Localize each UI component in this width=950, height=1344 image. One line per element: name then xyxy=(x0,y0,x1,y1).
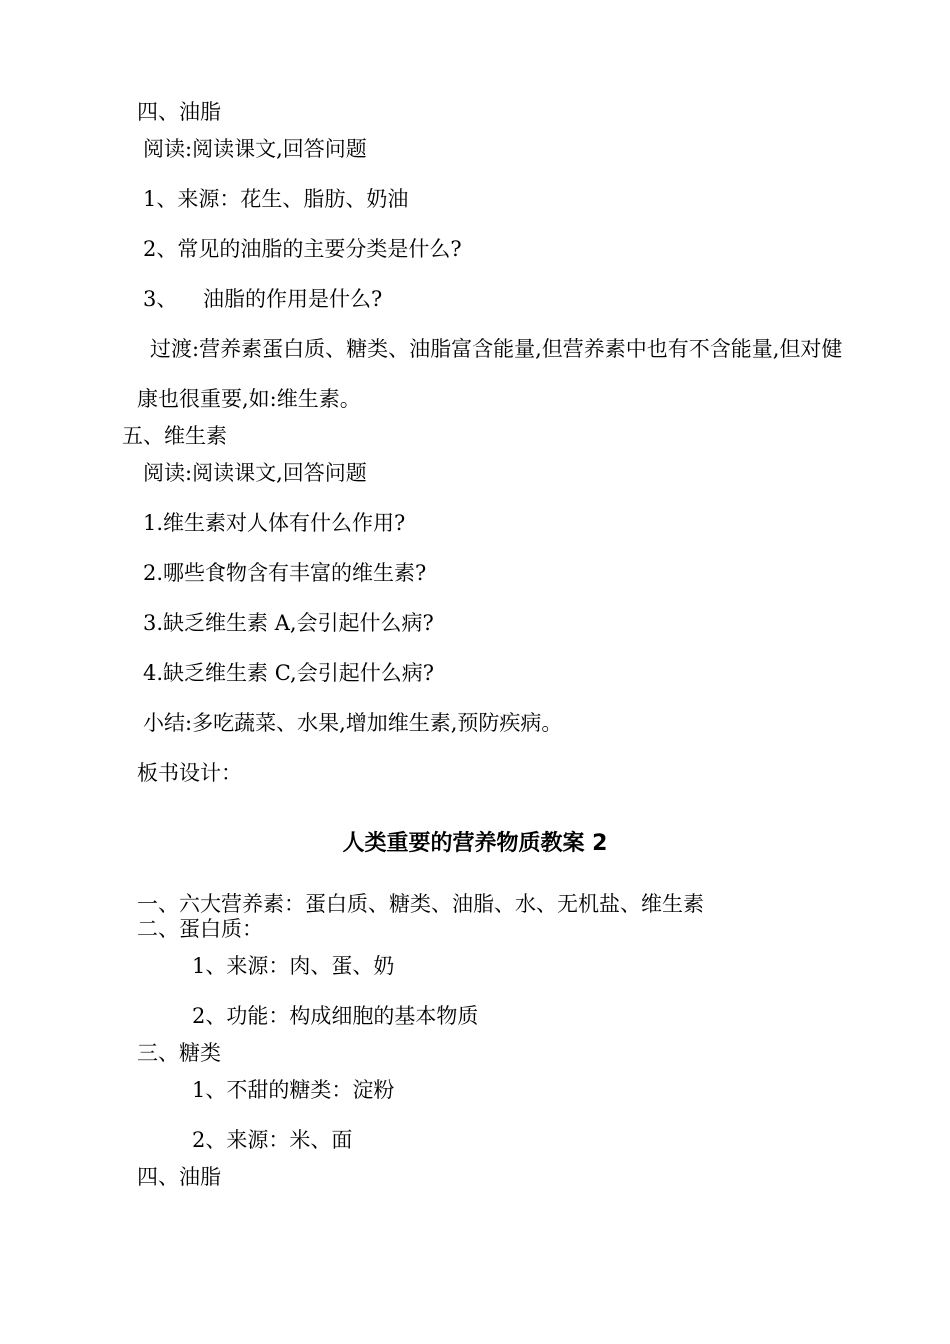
question-item: 2、常见的油脂的主要分类是什么? xyxy=(143,237,462,261)
question-item: 3.缺乏维生素 A,会引起什么病? xyxy=(143,611,434,635)
transition-paragraph-cont: 康也很重要,如:维生素。 xyxy=(137,387,361,411)
outline-item: 四、油脂 xyxy=(137,1165,221,1189)
section-heading: 四、油脂 xyxy=(137,100,221,124)
page-title: 人类重要的营养物质教案 2 xyxy=(342,831,608,856)
outline-subitem: 2、来源：米、面 xyxy=(192,1128,353,1152)
board-design-label: 板书设计： xyxy=(137,761,242,785)
outline-item: 三、糖类 xyxy=(137,1041,221,1065)
outline-item: 一、六大营养素：蛋白质、糖类、油脂、水、无机盐、维生素 xyxy=(137,892,704,916)
question-number: 3、 xyxy=(143,287,178,311)
question-item: 1.维生素对人体有什么作用? xyxy=(143,511,406,535)
question-item: 1、来源：花生、脂肪、奶油 xyxy=(143,187,409,211)
reading-instruction: 阅读:阅读课文,回答问题 xyxy=(143,137,367,161)
reading-instruction: 阅读:阅读课文,回答问题 xyxy=(143,461,367,485)
summary-text: 小结:多吃蔬菜、水果,增加维生素,预防疾病。 xyxy=(143,711,563,735)
question-item: 2.哪些食物含有丰富的维生素? xyxy=(143,561,427,585)
outline-subitem: 1、来源：肉、蛋、奶 xyxy=(192,954,395,978)
transition-paragraph: 过渡:营养素蛋白质、糖类、油脂富含能量,但营养素中也有不含能量,但对健 xyxy=(150,337,843,361)
outline-subitem: 2、功能：构成细胞的基本物质 xyxy=(192,1004,479,1028)
outline-item: 二、蛋白质： xyxy=(137,917,263,941)
question-item: 4.缺乏维生素 C,会引起什么病? xyxy=(143,661,434,685)
section-heading: 五、维生素 xyxy=(122,424,227,448)
outline-subitem: 1、不甜的糖类：淀粉 xyxy=(192,1078,395,1102)
question-item: 油脂的作用是什么? xyxy=(203,287,383,311)
